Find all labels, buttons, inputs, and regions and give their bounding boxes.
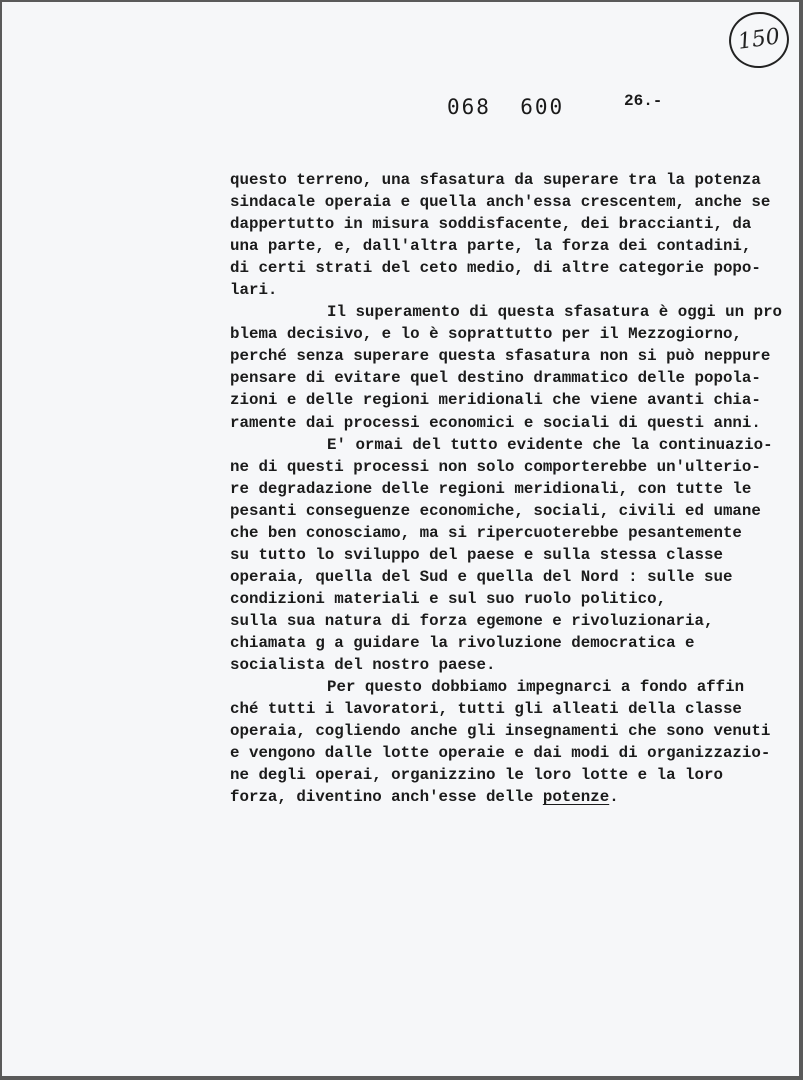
text-line: condizioni materiali e sul suo ruolo politico, [230, 589, 667, 608]
text-line: sindacale operaia e quella anch'essa crescentem, anche se [230, 193, 771, 212]
text-line: dappertutto in misura soddisfacente, dei braccianti, da [230, 215, 752, 234]
text-line: operaia, quella del Sud e quella del Nord : sulle sue [230, 567, 733, 586]
text-line: socialista del nostro paese. [230, 656, 496, 675]
text-line: E' ormai del tutto evidente che la continuazio- [327, 435, 773, 454]
page-stamp: 150 [725, 8, 792, 72]
last-line-text: forza, diventino anch'esse delle [230, 788, 543, 807]
text-line: re degradazione delle regioni meridionali, con tutte le [230, 479, 752, 498]
last-text-line [230, 786, 782, 808]
text-line: di certi strati del ceto medio, di altre categorie popo- [230, 259, 761, 278]
last-line-end: . [609, 788, 619, 807]
text-line: ramente dai processi economici e sociali di questi anni. [230, 413, 761, 432]
text-line: Per questo dobbiamo impegnarci a fondo affin [327, 678, 745, 697]
text-line: pensare di evitare quel destino drammatico delle popola- [230, 369, 761, 388]
text-line: chiamata g a guidare la rivoluzione democratica e [230, 633, 695, 652]
text-line: ché tutti i lavoratori, tutti gli alleati della classe [230, 700, 742, 719]
text-line: operaia, cogliendo anche gli insegnamenti che sono venuti [230, 722, 771, 741]
text-line: ne degli operai, organizzino le loro lotte e la loro [230, 766, 723, 785]
text-line: questo terreno, una sfasatura da superare tra la potenza [230, 171, 761, 189]
text-line: Il superamento di questa sfasatura è oggi un pro [327, 303, 783, 322]
text-line: pesanti conseguenze economiche, sociali, civili ed umane [230, 501, 761, 520]
text-line: e vengono dalle lotte operaie e dai modi di organizzazio- [230, 744, 771, 763]
text-line: blema decisivo, e lo è soprattutto per il Mezzogiorno, [230, 325, 742, 344]
underlined-word: potenze [542, 788, 610, 807]
text-line: su tutto lo sviluppo del paese e sulla stessa classe [230, 545, 723, 564]
text-line: sulla sua natura di forza egemone e rivoluzionaria, [230, 611, 714, 630]
text-line: una parte, e, dall'altra parte, la forza dei contadini, [230, 237, 752, 256]
body-text [230, 169, 782, 808]
text-line: ne di questi processi non solo comporterebbe un'ulterio- [230, 457, 761, 476]
text-line: che ben conosciamo, ma si ripercuoterebbe pesantemente [230, 523, 742, 542]
text-line: zioni e delle regioni meridionali che viene avanti chia- [230, 391, 761, 410]
text-line: perché senza superare questa sfasatura non si può neppure [230, 347, 771, 366]
document-page [2, 2, 799, 1076]
page-number: 26.- [624, 92, 663, 110]
document-number: 068 600 [447, 95, 565, 119]
text-line: lari. [230, 281, 278, 300]
